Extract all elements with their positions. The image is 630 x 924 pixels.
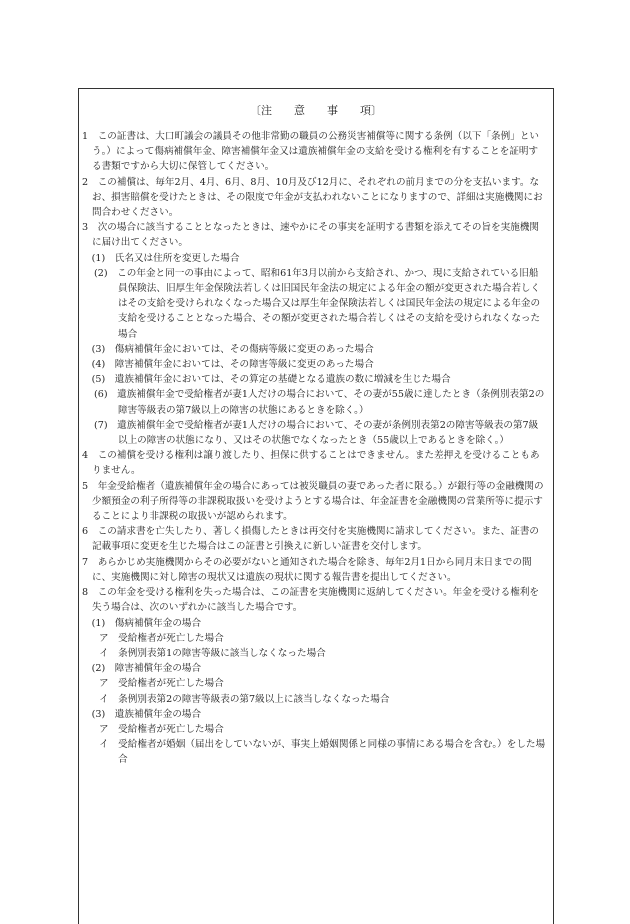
note-item: 6 この請求書を亡失したり、著しく損傷したときは再交付を実施機関に請求してください。また、証書の記載事項に変更を生じた場合はこの証書と引換えに新しい証書を交付します。 (82, 526, 540, 553)
note-item: (3) 傷病補償年金においては、その傷病等級に変更のあった場合 (82, 343, 374, 355)
note-item: (2) この年金と同一の事由によって、昭和61年3月以前から支給され、かつ、現に支給されている旧船員保険法、旧厚生年金保険法若しくは旧国民年金法の規定による年金の額が変更された場合若しくはその支給を受けられなくなった場合又は厚生年金保険法若しくは国民年金法の規定による年金の支給を受けることとなった場合、その額が変更された場合若しくはその支給を受けられなくなった場合 (94, 267, 541, 340)
note-item: (5) 遺族補償年金においては、その算定の基礎となる遺族の数に増減を生じた場合 (82, 374, 451, 386)
note-item: (6) 遺族補償年金で受給権者が妻1人だけの場合において、その妻が55歳に達したとき（条例別表第2の障害等級表の第7級以上の障害の状態にあるときを除く。） (94, 389, 545, 416)
note-item: (3) 遺族補償年金の場合 (82, 708, 202, 720)
note-item: (2) 障害補償年金の場合 (82, 663, 202, 675)
note-item: ア 受給権者が死亡した場合 (99, 632, 224, 644)
note-item: 5 年金受給権者（遺族補償年金の場合にあっては被災職員の妻であった者に限る。）が銀行等の金融機関の少額預金の利子所得等の非課税取扱いを受けようとする場合は、年金証書を金融機関の営業所等に提示することにより非課税の取扱いが認められます。 (82, 480, 544, 523)
note-item: (4) 障害補償年金においては、その障害等級に変更のあった場合 (82, 359, 374, 371)
notes-list (82, 129, 547, 768)
note-item: ア 受給権者が死亡した場合 (99, 723, 224, 735)
note-item: イ 条例別表第1の障害等級に該当しなくなった場合 (99, 647, 326, 659)
notes-title: 〔注 意 事 項〕 (250, 104, 382, 117)
notes-frame (78, 88, 554, 924)
note-item: イ 条例別表第2の障害等級表の第7級以上に該当しなくなった場合 (99, 693, 390, 705)
note-item: ア 受給権者が死亡した場合 (99, 678, 224, 690)
note-item: 4 この補償を受ける権利は譲り渡したり、担保に供することはできません。また差押えを受けることもありません。 (82, 450, 540, 477)
note-item: (1) 氏名又は住所を変更した場合 (82, 252, 240, 264)
note-item: (1) 傷病補償年金の場合 (82, 617, 202, 629)
note-item: 1 この証書は、大口町議会の議員その他非常勤の職員の公務災害補償等に関する条例（以下「条例」という。）によって傷病補償年金、障害補償年金又は遺族補償年金の支給を受ける権利を有することを証明する書類ですから大切に保管してください。 (82, 131, 540, 173)
note-item: イ 受給権者が婚姻（届出をしていないが、事実上婚姻関係と同様の事情にある場合を含む。）をした場合 (99, 739, 546, 766)
note-item: 7 あらかじめ実施機関からその必要がないと通知された場合を除き、毎年2月1日から同月末日までの間に、実施機関に対し障害の現状又は遺族の現状に関する報告書を提出してください。 (82, 556, 532, 583)
note-item: 3 次の場合に該当することとなったときは、速やかにその事実を証明する書類を添えてその旨を実施機関に届け出てください。 (82, 222, 540, 249)
note-item: 8 この年金を受ける権利を失った場合は、この証書を実施機関に返納してください。年金を受ける権利を失う場合は、次のいずれかに該当した場合です。 (82, 587, 540, 614)
note-item: (7) 遺族補償年金で受給権者が妻1人だけの場合において、その妻が条例別表第2の障害等級表の第7級以上の障害の状態になり、又はその状態でなくなったとき（55歳以上であるときを除く。） (94, 419, 539, 447)
note-item: 2 この補償は、毎年2月、4月、6月、8月、10月及び12月に、それぞれの前月までの分を支払います。なお、損害賠償を受けたときは、その限度で年金が支払われないことになりますので、詳細は実施機関にお問合わせください。 (82, 176, 543, 219)
